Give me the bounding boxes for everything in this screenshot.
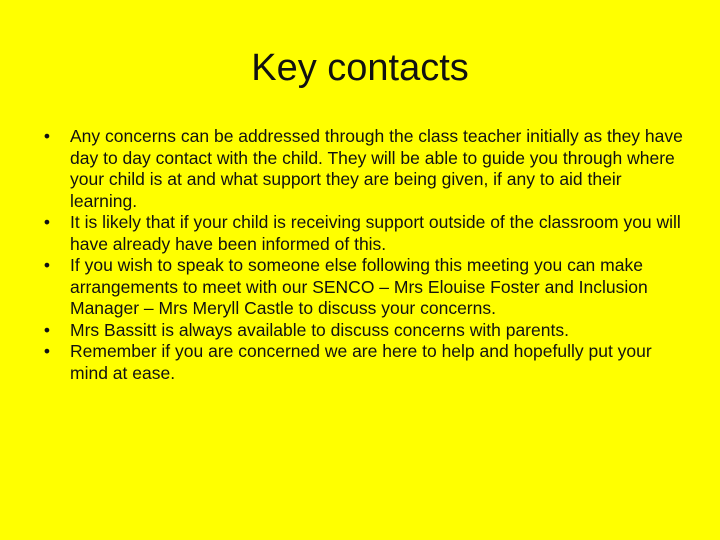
- bullet-text: If you wish to speak to someone else following this meeting you can make arrangements to meet with our SENCO – Mrs Elouise Foster and Inclusion Manager – Mrs Meryll Castle to discuss your concerns.: [70, 255, 648, 318]
- bullet-item-4: [36, 320, 686, 342]
- bullet-icon: •: [43, 319, 51, 340]
- bullet-item-5: [36, 341, 686, 384]
- bullet-item-1: [36, 126, 686, 212]
- bullet-item-3: [36, 255, 686, 320]
- bullet-list: [36, 126, 686, 384]
- bullet-text: It is likely that if your child is receiving support outside of the classroom you will have already have been informed of this.: [70, 212, 681, 254]
- bullet-icon: •: [43, 212, 51, 232]
- bullet-text: Any concerns can be addressed through the class teacher initially as they have day to day contact with the child. They will be able to guide you through where your child is at and what support they are being given, if any to aid their learning.: [70, 126, 683, 211]
- bullet-text: Mrs Bassitt is always available to discuss concerns with parents.: [70, 319, 569, 340]
- slide-title: Key contacts: [251, 47, 469, 89]
- bullet-item-2: [36, 212, 686, 255]
- bullet-icon: •: [43, 255, 51, 275]
- bullet-text: Remember if you are concerned we are here to help and hopefully put your mind at ease.: [70, 341, 652, 383]
- bullet-icon: •: [43, 341, 51, 361]
- bullet-icon: •: [43, 126, 51, 146]
